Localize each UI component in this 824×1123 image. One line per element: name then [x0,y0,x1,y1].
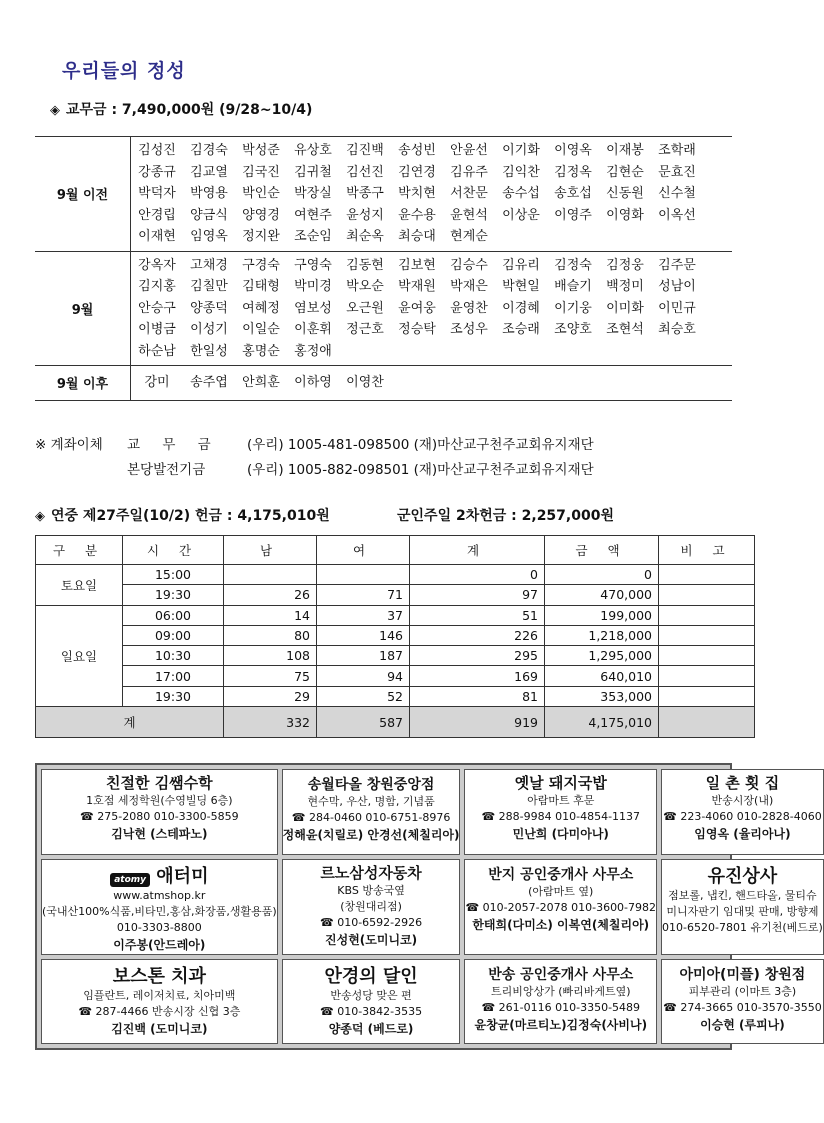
donor-name: 유상호 [294,143,332,158]
donor-name: 양금식 [190,207,228,223]
donation-group [35,137,732,251]
note [659,686,755,706]
donor-name: 이하영 [294,375,332,390]
female-total: 587 [317,707,410,738]
amount: 1,295,000 [545,646,659,666]
donor-name: 윤성지 [346,207,384,223]
donor-name: 김국진 [242,164,280,180]
ad-line: 트리비앙상가 (빠리바게트옆) [490,984,631,998]
ad-owner: 윤창균(마르티노)김정숙(사비나) [474,1017,648,1032]
ad-line: ☎ 275-2080 010-3300-5859 [80,810,239,823]
donor-name: 윤현석 [450,207,488,223]
ad-title [662,862,823,888]
ad-title [283,862,460,883]
total-count: 169 [410,666,545,686]
ad-line: 미니자판기 임대및 판매, 방향제 [666,904,819,918]
ad-owner: 이승현 (루피나) [700,1017,785,1032]
donor-name: 백정미 [606,279,644,294]
donor-name: 이기화 [502,143,540,158]
column-header: 남 [224,536,317,565]
donation-heading [50,99,312,119]
name-line [131,162,732,184]
note [659,625,755,645]
donor-name: 조양호 [554,322,592,337]
ad-box [661,859,824,955]
ad-title-text: 송월타올 창원중앙점 [307,777,435,793]
donor-name: 윤영찬 [450,300,488,316]
donor-name: 한일성 [190,343,228,359]
donor-name: 김태형 [242,279,280,294]
name-line [131,255,732,277]
donor-name: 이훈휘 [294,322,332,337]
ad-title [662,964,823,984]
table-row [36,565,755,585]
ad-line: 현수막, 우산, 명함, 기념품 [307,795,435,808]
amount: 1,218,000 [545,625,659,645]
ad-owner: 김진백 (도미니코) [111,1021,208,1036]
donor-name: 이영주 [554,207,592,223]
transfer-prefix: ※ 계좌이체 [35,437,103,453]
ad-box [464,959,657,1045]
table-row [36,646,755,666]
donation-group [35,365,732,400]
ads-grid [35,763,823,1050]
table-row [36,686,755,706]
male-count: 75 [224,666,317,686]
ad-box [661,959,824,1045]
donor-name: 김보현 [398,257,436,273]
donation-names-table [35,136,732,401]
offering-heading [35,505,330,525]
note [659,565,755,585]
donor-name: 송수섭 [502,186,540,201]
female-count [317,565,410,585]
mass-time: 17:00 [123,666,224,686]
donor-name: 김익찬 [502,164,540,180]
ad-line: ☎ 010-3842-3535 [320,1004,423,1018]
name-line [131,140,732,162]
donor-name: 이성기 [190,322,228,337]
donor-name: 김정숙 [554,257,592,273]
ad-owner: 이주봉(안드레아) [113,937,206,952]
ad-line: www.atmshop.kr [113,888,206,902]
amount: 199,000 [545,605,659,625]
male-count: 80 [224,625,317,645]
donor-name: 박오순 [346,279,384,294]
ad-title [283,774,460,794]
ad-box [282,959,461,1045]
donor-name: 박덕자 [138,186,176,201]
ad-title-text: 애터미 [156,865,209,887]
ad-line: ☎ 287-4466 반송시장 신협 3층 [78,1004,241,1018]
donor-name: 이일순 [242,322,280,337]
ad-title [465,864,656,884]
male-count: 14 [224,605,317,625]
ad-title-text: 반송 공인중개사 사무소 [488,966,634,983]
mass-time: 06:00 [123,605,224,625]
donation-group-label: 9월 이전 [35,137,131,251]
ad-line: ☎ 284-0460 010-6751-8976 [291,811,451,824]
ad-box [41,959,278,1045]
ad-box [282,859,461,955]
ad-title-text: 일 촌 횟 집 [705,774,780,792]
amount: 353,000 [545,686,659,706]
ad-title [283,962,460,988]
ad-line: ☎ 274-3665 010-3570-3550 [663,1000,822,1014]
attendance-header [36,536,755,565]
ad-line: 임플란트, 레이저치료, 치아미백 [83,988,236,1002]
donor-name: 윤여웅 [398,300,436,316]
male-count: 26 [224,585,317,605]
ad-title-text: 르노삼성자동차 [320,863,422,882]
total-count: 51 [410,605,545,625]
ad-owner: 양종덕 (베드로) [328,1021,414,1036]
donor-name: 안승구 [138,300,176,316]
donor-name: 김성진 [138,143,176,158]
donor-name: 이병금 [138,322,176,337]
donor-name: 김주문 [658,257,696,273]
donor-name: 강옥자 [138,257,176,273]
donor-name: 조현석 [606,322,644,337]
donor-name: 송주엽 [190,375,228,390]
donor-name: 조성우 [450,322,488,337]
ad-box [282,769,461,855]
page-title: 우리들의 정성 [62,60,186,82]
donor-name: 이영옥 [554,143,592,158]
donor-name: 조승래 [502,322,540,337]
ad-box [41,769,278,855]
donor-name: 서찬문 [450,186,488,201]
ad-line: (국내산100%식품,비타민,홍삼,화장품,생활용품) [42,904,277,918]
donor-name: 이영찬 [346,375,384,390]
donor-name: 최순옥 [346,229,384,244]
male-count: 29 [224,686,317,706]
diamond-icon: ◈ [50,103,60,118]
female-count: 52 [317,686,410,706]
offering-heading-2: 군인주일 2차헌금 : 2,257,000원 [397,508,614,524]
donation-group-names [131,366,732,400]
ad-owner: 한태희(다미소) 이복연(체칠리아) [472,917,650,932]
donor-name: 현계순 [450,229,488,244]
amount: 470,000 [545,585,659,605]
name-line [131,341,732,363]
ad-line: ☎ 261-0116 010-3350-5489 [481,1000,641,1014]
ad-line: 아람마트 후문 [527,794,595,807]
name-line [131,205,732,227]
donor-name: 조순임 [294,229,332,244]
note [659,585,755,605]
column-header: 비 고 [659,536,755,565]
donor-name: 이기웅 [554,300,592,316]
donation-group-names [131,252,732,366]
ad-line: KBS 방송국옆 [337,883,405,897]
donor-name: 정지완 [242,229,280,244]
female-count: 71 [317,585,410,605]
ad-line: ☎ 010-2057-2078 010-3600-7982 [465,900,657,914]
ad-title [42,862,277,888]
donor-name: 최승대 [398,229,436,244]
name-line [131,319,732,341]
male-count [224,565,317,585]
column-header: 여 [317,536,410,565]
note [659,605,755,625]
donor-name: 이재봉 [606,143,644,158]
ad-title-text: 아미아(미플) 창원점 [679,966,806,983]
ad-owner: 김낙현 (스테파노) [111,827,208,841]
table-row [36,625,755,645]
female-count: 187 [317,646,410,666]
donor-name: 김선진 [346,164,384,180]
donor-name: 박현일 [502,279,540,294]
mass-time: 10:30 [123,646,224,666]
column-header: 구 분 [36,536,123,565]
ad-title-text: 안경의 달인 [324,965,418,987]
ad-title-text: 보스톤 치과 [112,965,206,987]
ad-owner: 민난희 (다미아나) [512,827,609,841]
day-label: 일요일 [36,605,123,706]
donor-name: 정승탁 [398,322,436,337]
donor-name: 고채경 [190,257,228,273]
female-count: 94 [317,666,410,686]
donor-name: 박재은 [450,279,488,294]
donation-heading-text: 교무금 : 7,490,000원 (9/28~10/4) [66,102,313,118]
donor-name: 박장실 [294,186,332,201]
day-label: 토요일 [36,565,123,606]
donor-name: 박인순 [242,186,280,201]
total-row [36,707,755,738]
donor-name: 김칠만 [190,279,228,294]
table-row [36,605,755,625]
donor-name: 이영화 [606,207,644,223]
ad-line: 피부관리 (이마트 3층) [688,984,797,998]
donor-name: 김연경 [398,164,436,180]
donor-name: 오근원 [346,300,384,316]
donor-name: 김정옥 [554,164,592,180]
total-label: 계 [36,707,224,738]
donor-name: 김진백 [346,143,384,158]
total-count: 97 [410,585,545,605]
female-count: 146 [317,625,410,645]
donor-name: 이옥선 [658,207,696,223]
ad-title-text: 유진상사 [707,865,778,887]
donor-name: 정근호 [346,322,384,337]
donor-name: 송호섭 [554,186,592,201]
transfer-row-1 [35,433,594,453]
donor-name: 김귀철 [294,164,332,180]
donor-name: 염보성 [294,300,332,316]
donor-name: 김동현 [346,257,384,273]
ad-line: 010-3303-8800 [116,920,202,934]
note [659,666,755,686]
donor-name: 안윤선 [450,143,488,158]
donor-name: 박치현 [398,186,436,201]
donor-name: 최승호 [658,322,696,337]
transfer-row-2 [127,458,594,478]
donor-name: 양영경 [242,207,280,223]
amount: 640,010 [545,666,659,686]
donor-name: 윤수용 [398,207,436,223]
name-line [131,183,732,205]
ad-title [465,964,656,984]
ad-line: 점보롤, 냅킨, 핸드타올, 물티슈 [668,888,817,902]
ad-line: (창원대리점) [340,899,402,913]
ad-line: (아람마트 옆) [528,884,594,898]
donor-name: 양종덕 [190,300,228,316]
transfer-label: 본당발전기금 [127,462,206,478]
total-count: 295 [410,646,545,666]
donor-name: 이민규 [658,300,696,316]
ad-line: ☎ 288-9984 010-4854-1137 [481,810,641,823]
male-count: 108 [224,646,317,666]
ad-line: 1호점 세정학원(수영빌딩 6층) [86,794,233,807]
ad-title [42,772,277,793]
donor-name: 임영옥 [190,229,228,244]
offering-heading-text: 연중 제27주일(10/2) 헌금 : 4,175,010원 [51,508,330,524]
amount-total: 4,175,010 [545,707,659,738]
donation-group-names [131,137,732,251]
donor-name: 박종구 [346,186,384,201]
donor-name: 김현순 [606,164,644,180]
donor-name: 박성준 [242,143,280,158]
ad-line: ☎ 010-6592-2926 [320,915,423,929]
transfer-label: 교 무 금 [127,437,220,453]
donor-name: 김유주 [450,164,488,180]
column-header: 계 [410,536,545,565]
donation-group-label: 9월 이후 [35,366,131,400]
total-count: 81 [410,686,545,706]
donor-name: 박영용 [190,186,228,201]
donor-name: 박미경 [294,279,332,294]
mass-time: 19:30 [123,686,224,706]
ad-line: 반송시장(내) [711,794,774,807]
ad-title-text: 친절한 김쌤수학 [106,774,213,792]
donor-name: 안희훈 [242,375,280,390]
donor-name: 이경혜 [502,300,540,316]
total-count: 226 [410,625,545,645]
transfer-account: (우리) 1005-481-098500 (재)마산교구천주교회유지재단 [247,437,594,453]
name-line [131,226,732,248]
donor-name: 안경립 [138,207,176,223]
column-header: 시 간 [123,536,224,565]
ad-line: 010-6520-7801 유기천(베드로) [662,920,823,934]
donor-name: 박재원 [398,279,436,294]
name-line [131,276,732,298]
ad-title [42,962,277,988]
donation-group-label: 9월 [35,252,131,366]
ad-title [465,772,656,793]
ad-box [464,769,657,855]
total-count: 0 [410,565,545,585]
ad-box [464,859,657,955]
donor-name: 이상운 [502,207,540,223]
donor-name: 문효진 [658,164,696,180]
mass-time: 15:00 [123,565,224,585]
donor-name: 조학래 [658,143,696,158]
ad-title [662,772,823,793]
donor-name: 송성빈 [398,143,436,158]
donor-name: 이재현 [138,229,176,244]
ad-line: 반송성당 맞은 편 [330,988,412,1002]
donor-name: 김승수 [450,257,488,273]
donation-group [35,251,732,366]
attendance-table [35,535,755,738]
ad-owner: 정해윤(치릴로) 안경선(체칠리아) [282,828,460,842]
donor-name: 여혜정 [242,300,280,316]
donor-name: 홍정애 [294,343,332,359]
donor-name: 김정웅 [606,257,644,273]
male-total: 332 [224,707,317,738]
donor-name: 김지홍 [138,279,176,294]
donor-name: 홍명순 [242,343,280,359]
donor-name: 하순남 [138,343,176,359]
column-header: 금 액 [545,536,659,565]
donor-name: 성남이 [658,279,696,294]
grand-total: 919 [410,707,545,738]
note [659,707,755,738]
mass-time: 19:30 [123,585,224,605]
diamond-icon: ◈ [35,509,45,524]
female-count: 37 [317,605,410,625]
donor-name: 김유리 [502,257,540,273]
amount: 0 [545,565,659,585]
donor-name: 김경숙 [190,143,228,158]
ad-box [41,859,278,955]
donor-name: 배슬기 [554,279,592,294]
atomy-logo: atomy [110,873,150,887]
table-row [36,585,755,605]
donor-name: 구영숙 [294,257,332,273]
donor-name: 강종규 [138,164,176,180]
donor-name: 이미화 [606,300,644,316]
donor-name: 구경숙 [242,257,280,273]
name-line [131,372,732,394]
donor-name: 김교열 [190,164,228,180]
donor-name: 신수철 [658,186,696,201]
note [659,646,755,666]
ad-owner: 임영옥 (율리아나) [694,827,791,841]
ad-box [661,769,824,855]
table-row [36,666,755,686]
name-line [131,298,732,320]
donor-name: 여현주 [294,207,332,223]
ad-owner: 진성현(도미니코) [325,932,418,947]
donor-name: 신동원 [606,186,644,201]
mass-time: 09:00 [123,625,224,645]
ad-line: ☎ 223-4060 010-2828-4060 [663,810,822,823]
transfer-account: (우리) 1005-882-098501 (재)마산교구천주교회유지재단 [247,462,594,478]
ad-title-text: 옛날 돼지국밥 [514,774,607,792]
donor-name: 강미 [144,375,170,390]
ad-title-text: 반지 공인중개사 사무소 [488,866,634,883]
